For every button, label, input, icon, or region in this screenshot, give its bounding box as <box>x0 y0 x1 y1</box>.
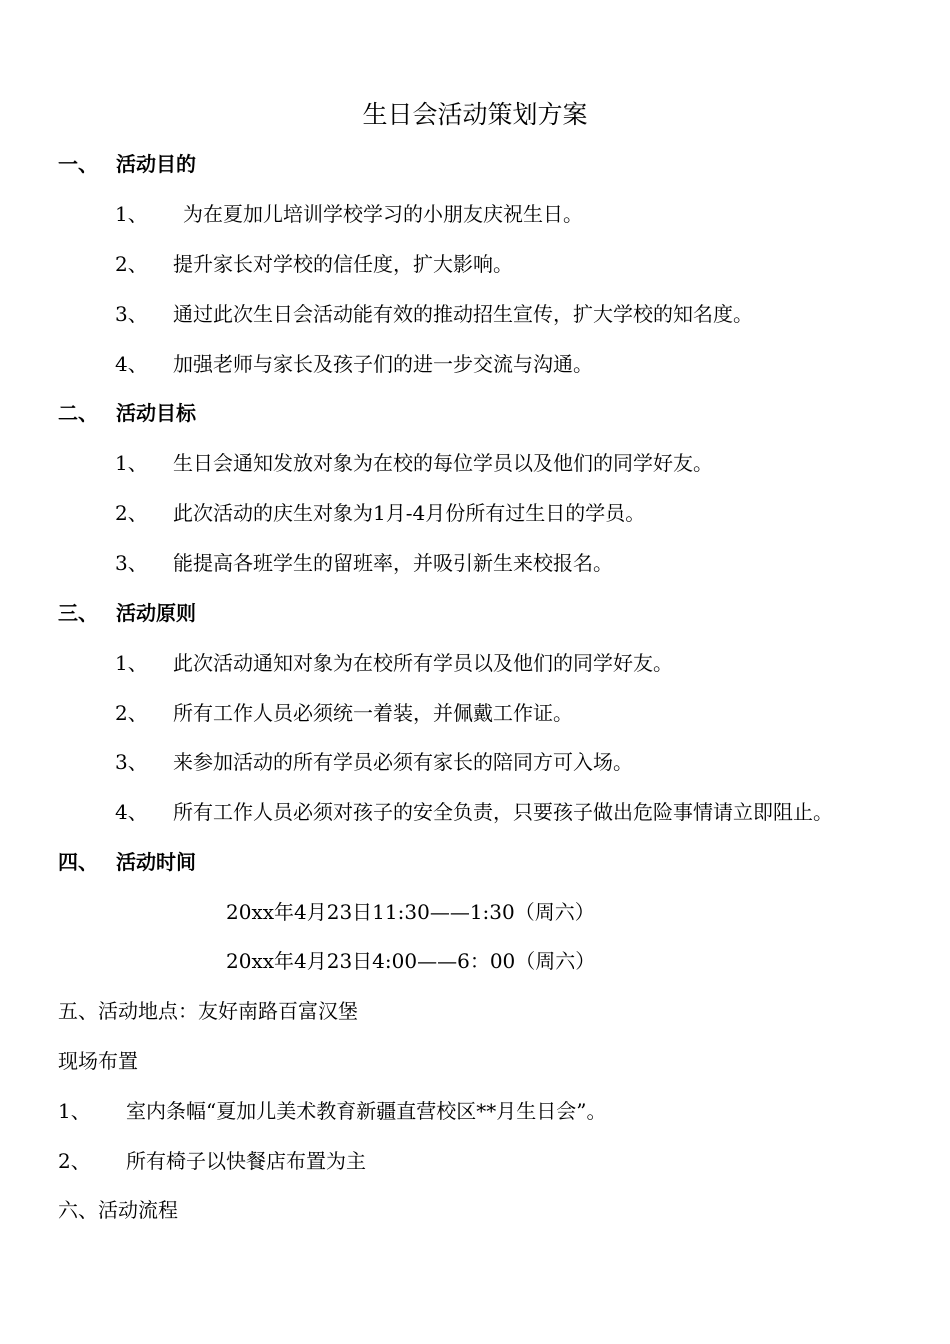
item-text: 所有工作人员必须对孩子的安全负责，只要孩子做出危险事情请立即阻止。 <box>173 800 833 824</box>
item-number: 2、 <box>115 701 148 725</box>
item-text: 加强老师与家长及孩子们的进一步交流与沟通。 <box>173 352 593 376</box>
item-number: 1、 <box>115 451 148 475</box>
item-number: 4、 <box>115 800 148 824</box>
item-number: 1、 <box>58 1099 91 1123</box>
item-text: 能提高各班学生的留班率，并吸引新生来校报名。 <box>173 551 613 575</box>
section-3-title: 活动原则 <box>116 601 196 625</box>
section-2-title: 活动目标 <box>116 401 196 425</box>
item-number: 1、 <box>115 651 148 675</box>
event-location: 五、活动地点：友好南路百富汉堡 <box>58 999 358 1023</box>
section-2-number: 二、 <box>58 401 98 425</box>
item-text: 此次活动的庆生对象为1月-4月份所有过生日的学员。 <box>173 501 646 525</box>
section-1-number: 一、 <box>58 152 98 176</box>
document-title: 生日会活动策划方案 <box>362 100 588 129</box>
item-text: 提升家长对学校的信任度，扩大影响。 <box>173 252 513 276</box>
event-time-2: 20xx年4月23日4:00——6：00（周六） <box>226 949 596 973</box>
section-4-number: 四、 <box>58 850 98 874</box>
item-number: 3、 <box>115 551 148 575</box>
item-number: 2、 <box>115 252 148 276</box>
event-time-1: 20xx年4月23日11:30——1:30（周六） <box>226 900 595 924</box>
item-text: 所有工作人员必须统一着装，并佩戴工作证。 <box>173 701 573 725</box>
item-number: 4、 <box>115 352 148 376</box>
item-number: 2、 <box>115 501 148 525</box>
item-number: 2、 <box>58 1149 91 1173</box>
item-text: 室内条幅“夏加儿美术教育新疆直营校区**月生日会”。 <box>126 1099 607 1123</box>
item-text: 通过此次生日会活动能有效的推动招生宣传，扩大学校的知名度。 <box>173 302 753 326</box>
flow-heading: 六、活动流程 <box>58 1198 178 1222</box>
item-number: 3、 <box>115 750 148 774</box>
section-3-number: 三、 <box>58 601 98 625</box>
item-number: 3、 <box>115 302 148 326</box>
item-text: 为在夏加儿培训学校学习的小朋友庆祝生日。 <box>183 202 583 226</box>
item-text: 来参加活动的所有学员必须有家长的陪同方可入场。 <box>173 750 633 774</box>
item-number: 1、 <box>115 202 148 226</box>
section-4-title: 活动时间 <box>116 850 196 874</box>
item-text: 生日会通知发放对象为在校的每位学员以及他们的同学好友。 <box>173 451 713 475</box>
setup-heading: 现场布置 <box>58 1049 138 1073</box>
section-1-title: 活动目的 <box>116 152 196 176</box>
item-text: 此次活动通知对象为在校所有学员以及他们的同学好友。 <box>173 651 673 675</box>
item-text: 所有椅子以快餐店布置为主 <box>126 1149 366 1173</box>
